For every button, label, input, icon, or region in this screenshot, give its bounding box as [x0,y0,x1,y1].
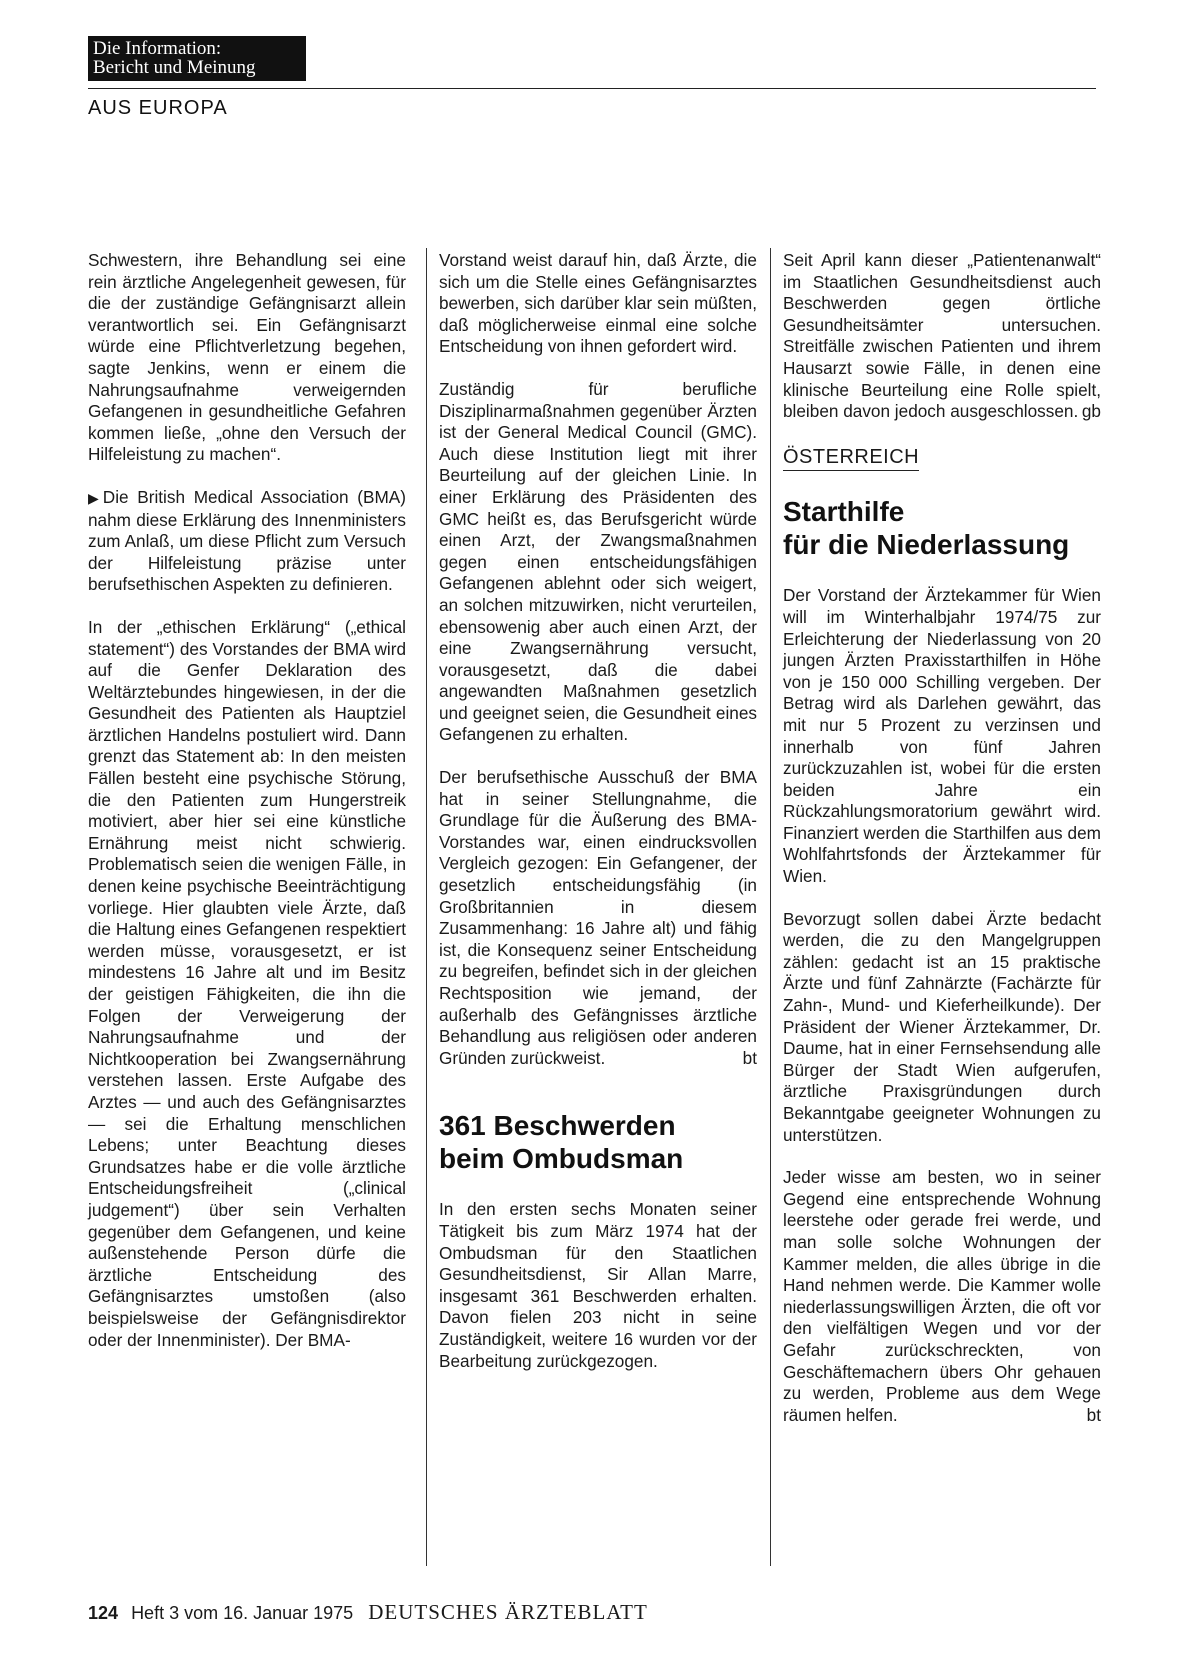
paragraph-text: Jeder wisse am besten, wo in seiner Gegend eine entsprechende Wohnung leerstehe oder gerade frei werde, und man solle solche Wohnungen der Kammer melden, die alles übrige in die Hand nehmen werde. Die Kammer wolle niederlassungswilligen Ärzten, die oft vor den vielfältigen Wegen und vor der Gefahr zurückschreckten, von Geschäftemachern übers Ohr gehauen zu werden, Probleme aus dem Wege räumen helfen. [783,1167,1101,1425]
headline-ombudsman [439,1109,757,1175]
country-heading: ÖSTERREICH [783,447,919,472]
author-initials: gb [1081,401,1101,422]
paragraph: Zuständig für berufliche Disziplinarmaßnahmen gegenüber Ärzten ist der General Medical Council (GMC). Auch diese Institution liegt mit ihrer Beurteilung auf der gleichen Linie. In einer Erklärung des Präsidenten des GMC heißt es, das Berufsgericht würde einen Arzt, der Zwangsmaßnahmen gegen einen entscheidungsfähigen Gefangenen ablehnt oder sich weigert, an solchen mitzuwirken, nicht verurteilen, ebensowenig aber auch einen Arzt, der eine Zwangsernährung versucht, vorausgesetzt, daß die dabei angewandten Maßnahmen gesetzlich und geeignet seien, die Gesundheit eines Gefangenen zu erhalten. [439,378,757,745]
headline-line: beim Ombudsman [439,1143,684,1175]
paragraph-text: Seit April kann dieser „Patientenanwalt“ im Staatlichen Gesundheitsdienst auch Beschwerden gegen örtliche Gesundheitsämter untersuchen. Streitfälle zwischen Patienten und ihrem Hausarzt sowie Fälle, in denen eine klinische Beurteilung eine Rolle spielt, bleiben davon jedoch ausgeschlossen. [783,250,1101,422]
paragraph: Der Vorstand der Ärztekammer für Wien will im Winterhalbjahr 1974/75 zur Erleichterung der Niederlassung von 20 jungen Ärzten Praxisstarthilfen in Höhe von je 150 000 Schilling vergeben. Der Betrag wird als Darlehen gewährt, das mit nur 5 Prozent zu verzinsen und innerhalb von fünf Jahren zurückzuzahlen ist, wobei für die ersten beiden Jahre ein Rückzahlungsmoratorium gewährt wird. Finanziert werden die Starthilfen aus dem Wohlfahrtsfonds der Ärztekammer für Wien. [783,585,1101,887]
column-2 [439,250,757,1372]
paragraph: Vorstand weist darauf hin, daß Ärzte, die sich um die Stelle eines Gefängnisarztes bewerben, sich darüber klar sein müßten, daß möglicherweise einmal eine solche Entscheidung von ihnen gefordert wird. [439,250,757,357]
paragraph-text: Der berufsethische Ausschuß der BMA hat in seiner Stellungnahme, die Grundlage für die Äußerung des BMA-Vorstandes war, einen eindrucksvollen Vergleich gezogen: Ein Gefangener, der gesetzlich entscheidungsfähig (in Großbritannien in diesem Zusammenhang: 16 Jahre alt) und fähig ist, die Konsequenz seiner Entscheidung zu begreifen, befindet sich in der gleichen Rechtsposition wie jemand, der außerhalb des Gefängnisses ärztliche Behandlung aus religiösen oder anderen Gründen zurückweist. [439,767,757,1068]
column-1 [88,250,406,1351]
journal-name: DEUTSCHES ÄRZTEBLATT [368,1600,648,1624]
section-title: AUS EUROPA [88,97,228,119]
headline-starthilfe [783,495,1101,561]
headline-line: für die Niederlassung [783,529,1070,561]
page-number: 124 [88,1603,119,1623]
paragraph: Bevorzugt sollen dabei Ärzte bedacht werden, die zu den Mangelgruppen zählen: gedacht ist an 15 praktische Ärzte und fünf Zahnärzte (Fachärzte für Zahn-, Mund- und Kieferheilkunde). Der Präsident der Wiener Ärztekammer, Dr. Daume, hat in einer Fernsehsendung alle Bürger der Stadt Wien aufgerufen, ärztliche Praxisgründungen durch Bekanntgabe geeigneter Wohnungen zu unterstützen. [783,908,1101,1145]
author-initials: bt [742,1047,757,1068]
issue-info: Heft 3 vom 16. Januar 1975 [131,1603,354,1623]
paragraph [783,1167,1101,1426]
paragraph: Schwestern, ihre Behandlung sei eine rein ärztliche Angelegenheit gewesen, für die der zuständige Gefängnisarzt allein verantwortlich sei. Ein Gefängnisarzt würde eine Pflichtverletzung begehen, sagte Jenkins, wenn er einem die Nahrungsaufnahme verweigernden Gefangenen in gesundheitliche Gefahren kommen ließe, „ohne den Versuch der Hilfeleistung zu machen“. [88,250,406,465]
paragraph [783,250,1101,423]
paragraph [439,767,757,1069]
rubric-label [88,36,306,81]
paragraph: In den ersten sechs Monaten seiner Tätigkeit bis zum März 1974 hat der Ombudsman für den Staatlichen Gesundheitsdienst, Sir Allan Marre, insgesamt 361 Beschwerden erhalten. Davon fielen 203 nicht in seine Zuständigkeit, weitere 16 wurden vor der Bearbeitung zurückgezogen. [439,1199,757,1371]
column-divider-1 [426,248,427,1566]
triangle-marker-icon: ▶ [88,489,99,506]
paragraph: In der „ethischen Erklärung“ („ethical statement“) des Vorstandes der BMA wird auf die Genfer Deklaration des Weltärztebundes hingewiesen, in der die Gesundheit des Patienten als Hauptziel ärztlichen Handelns postuliert wird. Dann grenzt das Statement ab: In den meisten Fällen besteht eine psychische Störung, die den Patienten zum Hungerstreik motiviert, aber hier sei eine künstliche Ernährung meist nicht schwierig. Problematisch seien die wenigen Fälle, in denen keine psychische Beeinträchtigung vorliege. Hier glaubten viele Ärzte, daß die Haltung eines Gefangenen respektiert werden müsse, vorausgesetzt, er ist mindestens 16 Jahre alt und im Besitz der geistigen Fähigkeiten, die ihn die Folgen der Verweigerung der Nahrungsaufnahme und der Nichtkooperation bei Zwangsernährung verstehen lassen. Erste Aufgabe des Arztes — und auch des Gefängnisarztes — sei die Erhaltung menschlichen Lebens; unter Beachtung dieses Grundsatzes habe er die volle ärztliche Entscheidungsfreiheit („clinical judgement“) über sein Verhalten gegenüber dem Gefangenen, und keine außenstehende Person dürfe die ärztliche Entscheidung des Gefängnisarztes umstoßen (also beispielsweise der Gefängnisdirektor oder der Innenminister). Der BMA- [88,616,406,1350]
column-divider-2 [770,248,771,1566]
author-initials: bt [1086,1404,1101,1425]
paragraph-text: Die British Medical Association (BMA) nahm diese Erklärung des Innenministers zum Anlaß, um diese Pflicht zum Versuch der Hilfeleistung präzise unter berufsethischen Aspekten zu definieren. [88,486,406,595]
headline-line: 361 Beschwerden [439,1110,676,1142]
header-rule [88,88,1096,89]
rubric-line-1: Die Information: [93,38,222,59]
headline-line: Starthilfe [783,496,905,528]
page-footer [88,1601,648,1624]
rubric-line-2: Bericht und Meinung [93,57,256,78]
paragraph [88,487,406,596]
column-3 [783,250,1101,1426]
